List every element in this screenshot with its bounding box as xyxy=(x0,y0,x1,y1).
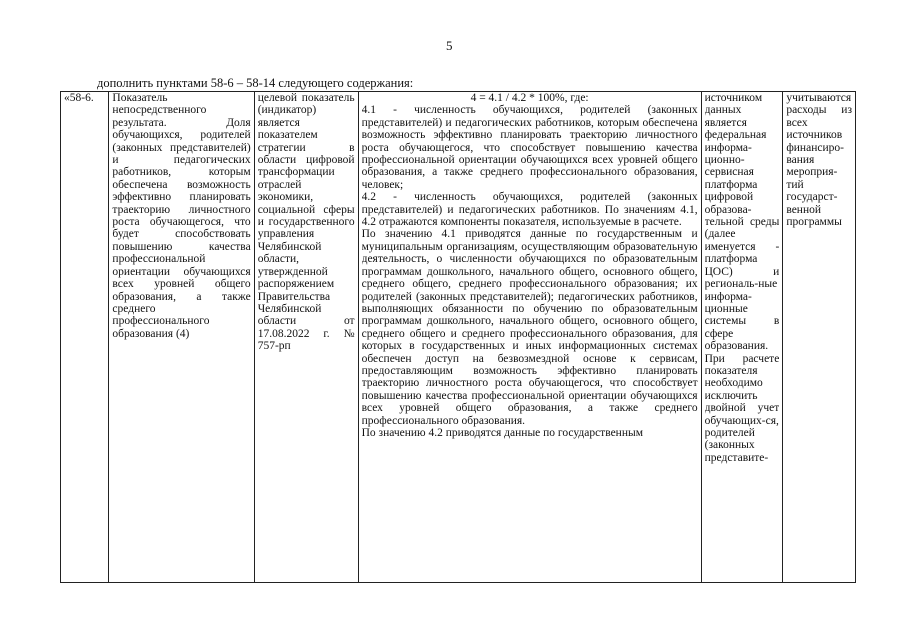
method-cell xyxy=(358,92,701,583)
note-cell xyxy=(783,92,856,583)
method-paragraph-3: По значению 4.1 приводятся данные по государственным и муниципальным организациям, осуществляющим образовательную деятельность, о численности обучающихся по образовательным программам дошкольного, начального общего, основного общего, среднего общего, среднего профессионального образования; их родителей (законных представителей); педагогических работников, выполняющих обязанности по обучению по образовательным программам дошкольного, начального общего, основного общего, среднего общего и среднего профессионального образования, для которых в государственных и иных информационных системах обеспечен доступ на безвозмездной основе к сервисам, предоставляющим возможность эффективно планировать траекторию личностного роста обучающегося, что способствует повышению качества профессиональной ориентации обучающихся всех уровней общего образования, а также среднего профессионального образования. xyxy=(361,228,698,427)
page-number: 5 xyxy=(446,38,453,53)
intro-text: дополнить пунктами 58-6 – 58-14 следующего содержания: xyxy=(97,76,414,90)
method-paragraph-2: 4.2 - численность обучающихся, родителей (законных представителей) и педагогических работников. По значениям 4.1, 4.2 отражаются компоненты показателя, используемые в расчете. xyxy=(361,191,698,229)
indicator-text: Показатель непосредственного результата. Доля обучающихся, родителей (законных представителей) и педагогических работников, которым обеспечена возможность эффективно планировать траекторию личностного роста обучающегося, что будет способствовать повышению качества профессиональной ориентации обучающихся всех уровней общего образования, а также среднего профессионального образования (4) xyxy=(112,92,251,340)
target-text: целевой показатель (индикатор) является показателем стратегии в области цифровой трансформации отраслей экономики, социальной сферы и государственного управления Челябинской области, утвержденной распоряжением Правительства Челябинской области от 17.08.2022 г. № 757-рп xyxy=(257,92,355,353)
target-cell xyxy=(254,92,358,583)
row-number-cell xyxy=(61,92,109,583)
source-text: источником данных является федеральная информа-ционно-сервисная платформа цифровой образова-тельной среды (далее именуется - платформа ЦОС) и региональ-ные информа-ционные системы в сфере образования. При расчете показателя необходимо исключить двойной учет обучающих-ся, родителей (законных представите- xyxy=(704,92,780,464)
method-paragraph-4: По значению 4.2 приводятся данные по государственным xyxy=(361,426,643,439)
method-paragraph-1: 4.1 - численность обучающихся, родителей (законных представителей) и педагогических работников, которым обеспечена возможность эффективно планировать траекторию личностного роста обучающегося, что способствует повышению качества профессиональной ориентации обучающихся всех уровней общего образования, а также среднего профессионального образования, человек; xyxy=(361,104,698,191)
note-text: учитываются расходы из всех источников финансиро-вания мероприя-тий государст-венной программы xyxy=(786,92,852,229)
indicator-cell xyxy=(109,92,254,583)
table-row xyxy=(61,92,856,583)
formula-text: 4 = 4.1 / 4.2 * 100%, где: xyxy=(470,92,589,104)
indicators-table xyxy=(60,91,856,583)
source-cell xyxy=(701,92,783,583)
row-number: «58-6. xyxy=(64,92,94,104)
